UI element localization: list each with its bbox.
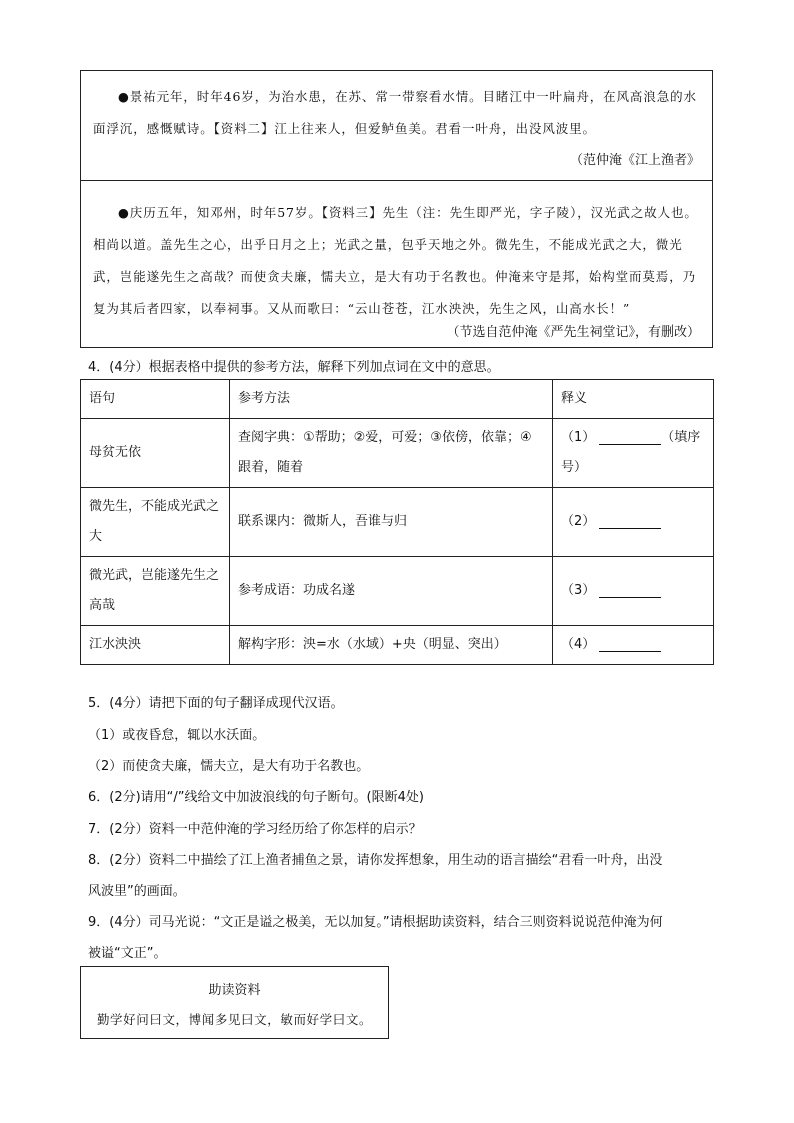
reading-aid-box: [80, 966, 389, 1039]
table-cell-answer: [553, 557, 714, 626]
table-row: [81, 419, 714, 488]
answer-blank[interactable]: [599, 583, 661, 598]
table-cell-answer: [553, 626, 714, 665]
table-header: 语句: [81, 380, 230, 419]
table-cell-method: 参考成语：功成名遂: [230, 557, 553, 626]
table-row: [81, 626, 714, 665]
table-cell-sentence: 微先生，不能成光武之大: [81, 488, 230, 557]
material-three-section: [81, 181, 712, 347]
table-cell-answer: [553, 419, 714, 488]
material-two-source: （范仲淹《江上渔者》: [569, 153, 700, 168]
table-cell-sentence: 微光武，岂能遂先生之高哉: [81, 557, 230, 626]
table-cell-answer: [553, 488, 714, 557]
answer-number: （1）: [561, 430, 596, 445]
table-cell-method: 查阅字典：①帮助；②爱，可爱；③依傍，依靠；④跟着，随着: [230, 419, 553, 488]
question-9-line-2: 被谥“文正”。: [88, 946, 167, 961]
answer-number: （2）: [561, 514, 596, 529]
answer-number: （4）: [561, 637, 596, 652]
answer-blank[interactable]: [599, 637, 661, 652]
table-cell-sentence: 母贫无依: [81, 419, 230, 488]
table-cell-sentence: 江水泱泱: [81, 626, 230, 665]
question-5-sentence-1: （1）或夜昏怠，辄以水沃面。: [88, 728, 266, 743]
material-two-section: [81, 71, 712, 181]
question-8-line-1: 8．(2分）资料二中描绘了江上渔者捕鱼之景，请你发挥想象，用生动的语言描绘“君看一叶舟，出没: [88, 853, 663, 868]
material-three-text: ●庆历五年，知邓州，时年57岁。【资料三】先生（注：先生即严光，字子陵），汉光武之故人也。相尚以道。盖先生之心，出乎日月之上；光武之量，包乎天地之外。微先生，不能成光武之大，微光武，岂能遂先生之高哉？而使贪夫廉，懦夫立，是大有功于名教也。仲淹来守是邦，始构堂而莫焉，乃复为其后者四家，以奉祠事。又从而歌曰：“云山苍苍，江水泱泱，先生之风，山高水长！”: [93, 205, 698, 316]
question-5-sentence-2: （2）而使贪夫廉，懦夫立，是大有功于名教也。: [88, 759, 370, 774]
question-9-line-1: 9．(4分）司马光说：“文正是谥之极美，无以加复。”请根据助读资料，结合三则资料说说范仲淹为何: [88, 915, 663, 930]
question-8-line-2: 风波里”的画面。: [88, 884, 186, 899]
table-header: 参考方法: [230, 380, 553, 419]
table-cell-method: 解构字形：泱=水（水域）+央（明显、突出）: [230, 626, 553, 665]
answer-blank[interactable]: [599, 430, 661, 445]
reading-aid-title: 助读资料: [208, 983, 261, 998]
table-row: [81, 488, 714, 557]
question-7: 7．(2分）资料一中范仲淹的学习经历给了你怎样的启示？: [88, 822, 422, 837]
reading-aid-text: 勤学好问曰文，博闻多见曰文，敏而好学曰文。: [96, 1012, 373, 1027]
table-cell-method: 联系课内：微斯人，吾谁与归: [230, 488, 553, 557]
table-header-row: [81, 380, 714, 419]
material-box: [80, 70, 713, 348]
material-three-source: （节选自范仲淹《严先生祠堂记》，有删改）: [446, 325, 700, 340]
answer-number: （3）: [561, 583, 596, 598]
table-header: 释义: [553, 380, 714, 419]
question-5: 5．(4分）请把下面的句子翻译成现代汉语。: [88, 696, 344, 711]
reference-table: [80, 379, 714, 665]
table-row: [81, 557, 714, 626]
question-6: 6．(2分)请用“/”线给文中加波浪线的句子断句。(限断4处): [88, 790, 424, 805]
question-4: 4．(4分）根据表格中提供的参考方法，解释下列加点词在文中的意思。: [88, 360, 500, 375]
answer-note: （填序号）: [561, 430, 701, 475]
material-two-text: ●景祐元年，时年46岁，为治水患，在苏、常一带察看水情。目睹江中一叶扁舟，在风高浪急的水面浮沉，感慨赋诗。【资料二】江上往来人，但爱鲈鱼美。君看一叶舟，出没风波里。: [93, 89, 697, 136]
answer-blank[interactable]: [599, 514, 661, 529]
